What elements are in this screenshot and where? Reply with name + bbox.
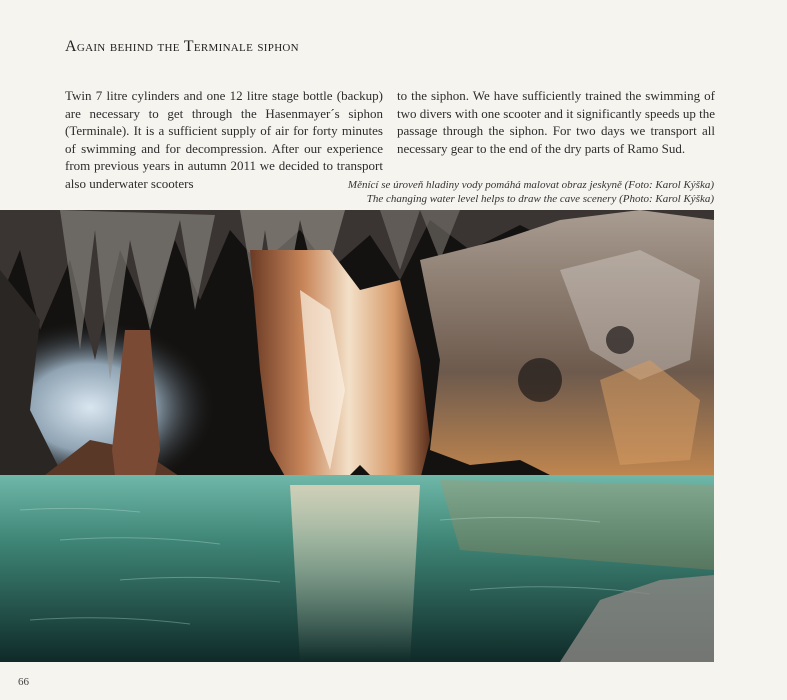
section-heading: Again behind the Terminale siphon (65, 38, 299, 55)
body-text-left-column: Twin 7 litre cylinders and one 12 litre stage bottle (backup) are necessary to get through the Hasenmayer´s siphon (Terminale). It is a sufficient supply of air for forty minutes of swimming and for decompression. After our experience from previous years in autumn 2011 we decided to transport also underwater scooters (65, 88, 383, 191)
caption-czech: Měnící se úroveň hladiny vody pomáhá malovat obraz jeskyně (Foto: Karol Kýška) (347, 179, 714, 191)
page-number: 66 (18, 676, 29, 688)
body-text-right-column: to the siphon. We have sufficiently trained the swimming of two divers with one scooter and it significantly speeds up the passage through the siphon. For two days we transport all necessary gear to the end of the dry parts of Ramo Sud. (397, 88, 715, 156)
photo-caption (348, 178, 714, 206)
caption-english: The changing water level helps to draw the cave scenery (Photo: Karol Kýška) (366, 193, 714, 205)
cave-photograph (0, 210, 714, 662)
